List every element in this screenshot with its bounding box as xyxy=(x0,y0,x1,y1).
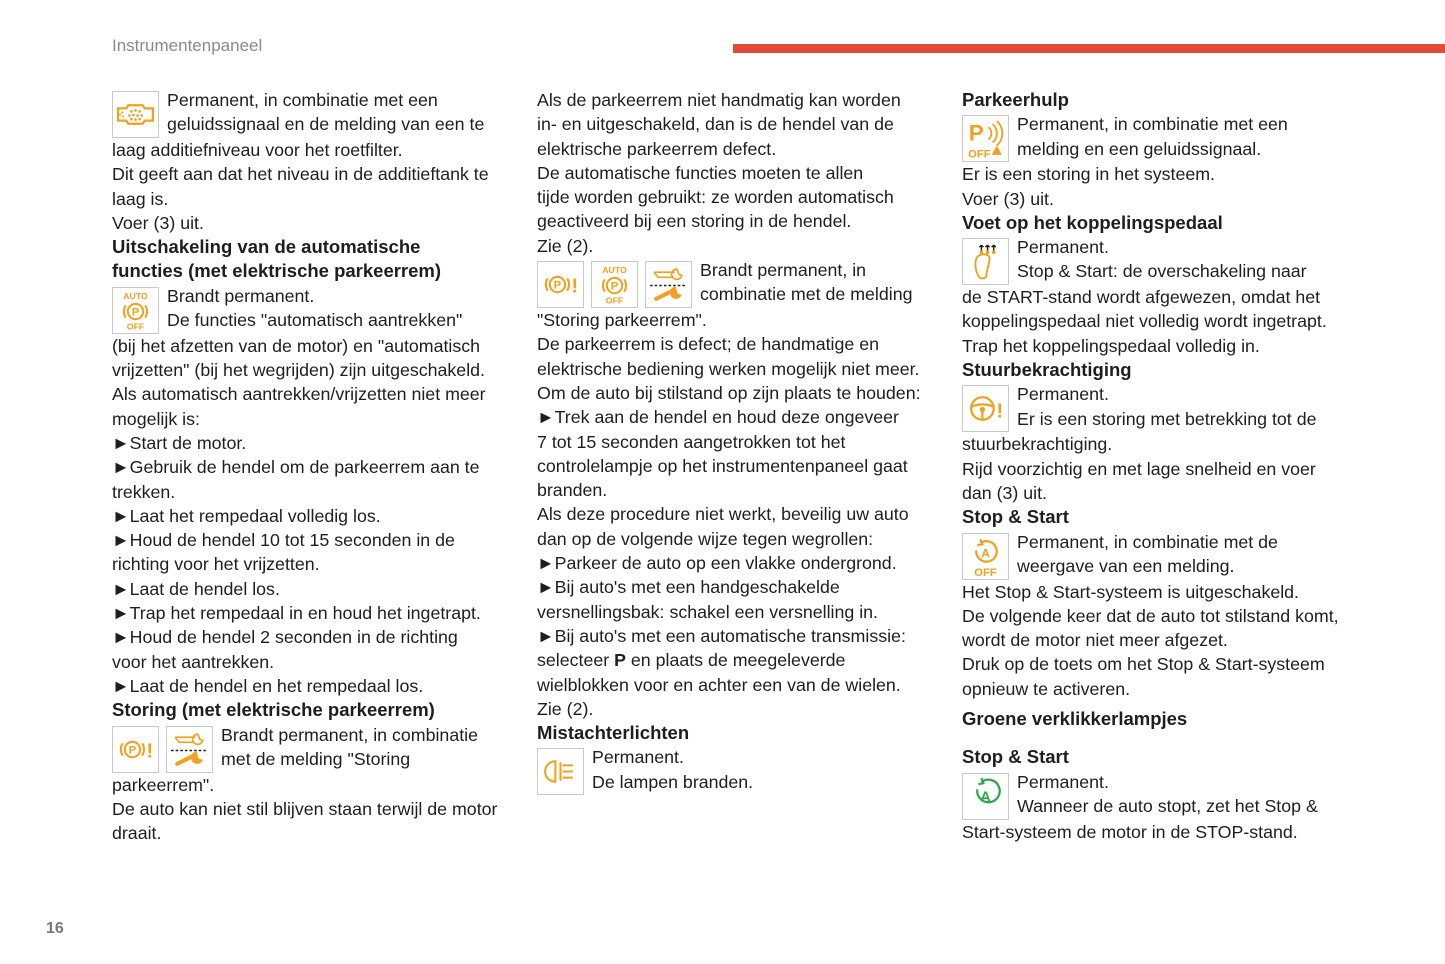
text-line: Het Stop & Start-systeem is uitgeschakeld. xyxy=(962,581,1300,602)
section-title: Storing (met elektrische parkeerrem) xyxy=(112,699,435,721)
list-item: ►Laat de hendel en het rempedaal los. xyxy=(112,675,424,696)
text-line: opnieuw te activeren. xyxy=(962,678,1131,699)
section-title: Mistachterlichten xyxy=(537,722,690,744)
column-2 xyxy=(537,88,937,795)
text-line: dan op de volgende wijze tegen wegrollen: xyxy=(537,528,874,549)
list-item: ►Trap het rempedaal in en houd het ingetrapt. xyxy=(112,603,481,624)
svg-text:P: P xyxy=(553,279,562,292)
stop-start-active-icon xyxy=(962,773,1009,820)
column-3 xyxy=(962,88,1362,844)
header-accent-bar xyxy=(733,44,1445,53)
text-line: De automatische functies moeten te allen xyxy=(537,162,864,183)
text-line: stuurbekrachtiging. xyxy=(962,434,1113,455)
text-line: in- en uitgeschakeld, dan is de hendel van de xyxy=(537,114,894,135)
svg-text:OFF: OFF xyxy=(968,148,991,160)
list-item: ►Houd de hendel 10 tot 15 seconden in de richting voor het vrijzetten. xyxy=(112,530,455,575)
section-title: Uitschakeling van de automatische functies (met elektrische parkeerrem) xyxy=(112,236,442,282)
list-item: ►Gebruik de hendel om de parkeerrem aan te trekken. xyxy=(112,457,480,502)
svg-text:!: ! xyxy=(996,400,1004,424)
text-line: Zie (2). xyxy=(537,235,594,256)
service-wrench-icon xyxy=(645,261,692,308)
text-line: Er is een storing in het systeem. xyxy=(962,164,1216,185)
list-item: ►Laat het rempedaal volledig los. xyxy=(112,505,381,526)
list-item: ►Laat de hendel los. xyxy=(112,578,280,599)
text-line: geactiveerd bij een storing in de hendel. xyxy=(537,211,852,232)
text-line: Brandt permanent. xyxy=(167,285,315,306)
text-line: De lampen branden. xyxy=(592,771,754,792)
text-line: Rijd voorzichtig en met lage snelheid en voer xyxy=(962,458,1316,479)
svg-text:OFF: OFF xyxy=(974,566,997,577)
svg-text:P: P xyxy=(131,306,140,319)
text-line: "Storing parkeerrem". xyxy=(537,310,707,331)
section-lever-defect xyxy=(537,88,937,258)
text-line: Om de auto bij stilstand op zijn plaats te houden: xyxy=(537,382,921,403)
svg-text:AUTO: AUTO xyxy=(123,291,148,302)
section-title: Parkeerhulp xyxy=(962,89,1069,110)
section-stopstart-on xyxy=(962,745,1362,844)
text-line: Dit geeft aan dat het niveau in de additieftank te xyxy=(112,164,489,185)
text-line: elektrische parkeerrem defect. xyxy=(537,138,777,159)
section-title: Stop & Start xyxy=(962,506,1069,528)
svg-text:OFF: OFF xyxy=(605,295,624,306)
text-line: koppelingspedaal niet volledig wordt ingetrapt. xyxy=(962,311,1327,332)
text-line: (bij het afzetten van de motor) en "automatisch xyxy=(112,335,481,356)
text-line: parkeerrem". xyxy=(112,774,215,795)
text-line: Trap het koppelingspedaal volledig in. xyxy=(962,335,1260,356)
text-line: Permanent. xyxy=(1017,384,1109,405)
section-steering xyxy=(962,358,1362,505)
section-fault xyxy=(112,698,512,845)
text-line: Voer (3) uit. xyxy=(112,212,204,233)
text-line: Permanent. xyxy=(1017,237,1109,258)
text-line: De parkeerrem is defect; de handmatige en xyxy=(537,334,879,355)
list-item: ►Parkeer de auto op een vlakke ondergrond. xyxy=(537,553,897,574)
text-line: Wanneer de auto stopt, zet het Stop & xyxy=(1017,795,1318,816)
list-item: ►Bij auto's met een automatische transmissie: selecteer P en plaats de meegeleverde wielblokken voor en achter een van de wielen. xyxy=(537,625,906,695)
section-clutch xyxy=(962,211,1362,358)
text-line: geluidssignaal en de melding van een te xyxy=(167,114,485,135)
section-title: Voet op het koppelingspedaal xyxy=(962,211,1223,233)
svg-text:A: A xyxy=(981,546,990,561)
svg-text:P: P xyxy=(968,120,984,146)
text-line: Permanent, in combinatie met een xyxy=(1017,114,1288,135)
text-line: Als de parkeerrem niet handmatig kan worden xyxy=(537,90,901,110)
parking-brake-warning-icon xyxy=(112,726,159,773)
text-line: De auto kan niet stil blijven staan terwijl de motor xyxy=(112,798,498,819)
text-line: laag is. xyxy=(112,188,169,209)
power-steering-warning-icon xyxy=(962,385,1009,432)
section-parking-aid xyxy=(962,88,1362,211)
text-line: combinatie met de melding xyxy=(700,284,913,305)
text-line: draait. xyxy=(112,823,162,844)
text-line: Brandt permanent, in xyxy=(700,260,867,281)
text-line: tijde worden gebruikt: ze worden automatisch xyxy=(537,187,894,208)
rear-fog-light-icon xyxy=(537,748,584,795)
text-line: wordt de motor niet meer afgezet. xyxy=(962,630,1228,651)
auto-parking-brake-off-icon xyxy=(112,287,159,334)
text-line: Start-systeem de motor in de STOP-stand. xyxy=(962,821,1298,842)
section-title: Stop & Start xyxy=(962,746,1069,768)
text-line: Er is een storing met betrekking tot de xyxy=(1017,408,1317,429)
parking-brake-warning-icon xyxy=(537,261,584,308)
text-line: Stop & Start: de overschakeling naar xyxy=(1017,261,1307,282)
text-line: Als deze procedure niet werkt, beveilig uw auto xyxy=(537,504,909,525)
svg-text:!: ! xyxy=(146,739,154,763)
text-line: met de melding "Storing xyxy=(221,748,411,769)
section-fog-lights xyxy=(537,721,937,795)
svg-text:A: A xyxy=(980,789,991,806)
text-line: Permanent. xyxy=(592,747,684,768)
text-line: Permanent, in combinatie met een xyxy=(167,90,438,110)
page-number: 16 xyxy=(46,920,64,937)
stop-start-off-icon xyxy=(962,533,1009,580)
svg-text:P: P xyxy=(128,744,137,757)
svg-text:AUTO: AUTO xyxy=(602,265,627,276)
section-title: Stuurbekrachtiging xyxy=(962,359,1132,381)
particle-filter-icon xyxy=(112,91,159,138)
text-line: De functies "automatisch aantrekken" xyxy=(167,310,463,331)
text-line: weergave van een melding. xyxy=(1017,555,1235,576)
foot-on-clutch-icon xyxy=(962,238,1009,285)
list-item: ►Bij auto's met een handgeschakelde versnellingsbak: schakel een versnelling in. xyxy=(537,577,878,622)
section-particle-filter xyxy=(112,88,512,235)
text-line: Voer (3) uit. xyxy=(962,188,1054,209)
text-line: melding en een geluidssignaal. xyxy=(1017,138,1262,159)
auto-parking-brake-off-icon xyxy=(591,261,638,308)
text-line: vrijzetten" (bij het wegrijden) zijn uitgeschakeld. xyxy=(112,360,485,381)
text-line: Druk op de toets om het Stop & Start-systeem xyxy=(962,654,1325,675)
parking-sensor-off-icon xyxy=(962,115,1009,162)
service-wrench-icon xyxy=(166,726,213,773)
text-line: Zie (2). xyxy=(537,698,594,719)
text-line: Brandt permanent, in combinatie xyxy=(221,724,478,745)
text-line: De volgende keer dat de auto tot stilstand komt, xyxy=(962,605,1339,626)
list-item: ►Start de motor. xyxy=(112,432,247,453)
text-line: de START-stand wordt afgewezen, omdat het xyxy=(962,287,1321,308)
svg-text:!: ! xyxy=(571,274,579,298)
page-header-title: Instrumentenpaneel xyxy=(112,36,263,55)
svg-text:OFF: OFF xyxy=(126,321,145,331)
text-line: laag additiefniveau voor het roetfilter. xyxy=(112,140,403,160)
list-item: ►Trek aan de hendel en houd deze ongeveer 7 tot 15 seconden aangetrokken tot het controlelampje op het instrumentenpaneel gaat branden. xyxy=(537,407,908,501)
text-line: mogelijk is: xyxy=(112,408,200,429)
section-auto-functions xyxy=(112,235,512,698)
text-line: Permanent, in combinatie met de xyxy=(1017,531,1278,552)
green-lamps-title: Groene verklikkerlampjes xyxy=(962,708,1188,730)
text-line: Permanent. xyxy=(1017,771,1109,792)
column-1 xyxy=(112,88,512,845)
section-stopstart-off xyxy=(962,505,1362,701)
section-brake-defect xyxy=(537,258,937,721)
text-line: dan (3) uit. xyxy=(962,482,1047,503)
svg-text:P: P xyxy=(610,280,619,293)
text-line: elektrische bediening werken mogelijk niet meer. xyxy=(537,358,920,379)
list-item: ►Houd de hendel 2 seconden in de richting voor het aantrekken. xyxy=(112,627,458,672)
text-line: Als automatisch aantrekken/vrijzetten niet meer xyxy=(112,384,486,405)
